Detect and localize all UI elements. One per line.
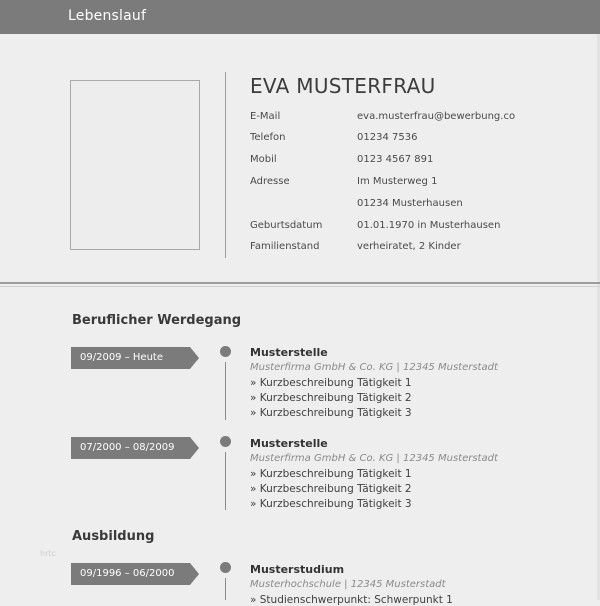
section-separator: [0, 282, 600, 284]
address-line-1: Im Musterweg 1: [357, 176, 438, 187]
person-name: EVA MUSTERFRAU: [250, 74, 436, 98]
entry-title: Musterstudium: [250, 563, 345, 576]
mobile-value: 0123 4567 891: [357, 154, 434, 165]
timeline-line: [225, 452, 226, 510]
bullet-item: » Kurzbeschreibung Tätigkeit 2: [250, 483, 412, 495]
birthdate-label: Geburtsdatum: [250, 220, 323, 231]
date-range: 07/2000 – 08/2009: [80, 442, 175, 453]
date-tag: [71, 437, 199, 459]
timeline-line: [225, 578, 226, 600]
career-section-title: Beruflicher Werdegang: [72, 313, 242, 328]
bullet-item: » Kurzbeschreibung Tätigkeit 1: [250, 377, 412, 389]
timeline-dot: [220, 436, 231, 447]
education-section-title: Ausbildung: [72, 529, 155, 544]
marital-status-value: verheiratet, 2 Kinder: [357, 241, 461, 252]
date-range: 09/1996 – 06/2000: [80, 568, 175, 579]
bullet-item: » Kurzbeschreibung Tätigkeit 3: [250, 498, 412, 510]
entry-subtitle: Musterfirma GmbH & Co. KG | 12345 Musterstadt: [250, 453, 498, 464]
watermark: hrtc: [40, 549, 56, 558]
timeline-line: [225, 362, 226, 420]
mobile-label: Mobil: [250, 154, 277, 165]
header-divider: [225, 72, 226, 258]
entry-subtitle: Musterhochschule | 12345 Musterstadt: [250, 579, 446, 590]
bullet-item: » Studienschwerpunkt: Schwerpunkt 1: [250, 594, 453, 606]
email-label: E-Mail: [250, 111, 281, 122]
section-separator-highlight: [0, 286, 600, 287]
email-value: eva.musterfrau@bewerbung.co: [357, 111, 516, 122]
timeline-dot: [220, 562, 231, 573]
bullet-item: » Kurzbeschreibung Tätigkeit 1: [250, 468, 412, 480]
bullet-item: » Kurzbeschreibung Tätigkeit 3: [250, 407, 412, 419]
birthdate-value: 01.01.1970 in Musterhausen: [357, 220, 501, 231]
phone-value: 01234 7536: [357, 132, 418, 143]
marital-status-label: Familienstand: [250, 241, 320, 252]
timeline-dot: [220, 346, 231, 357]
date-tag: [71, 347, 199, 369]
date-range: 09/2009 – Heute: [80, 352, 163, 363]
entry-title: Musterstelle: [250, 437, 328, 450]
date-tag: [71, 563, 199, 585]
entry-subtitle: Musterfirma GmbH & Co. KG | 12345 Musterstadt: [250, 362, 498, 373]
phone-label: Telefon: [250, 132, 286, 143]
bullet-item: » Kurzbeschreibung Tätigkeit 2: [250, 392, 412, 404]
photo-placeholder: [70, 80, 200, 250]
page-title: Lebenslauf: [68, 8, 147, 24]
entry-title: Musterstelle: [250, 346, 328, 359]
title-bar: [0, 0, 600, 34]
address-line-2: 01234 Musterhausen: [357, 198, 463, 209]
address-label: Adresse: [250, 176, 290, 187]
